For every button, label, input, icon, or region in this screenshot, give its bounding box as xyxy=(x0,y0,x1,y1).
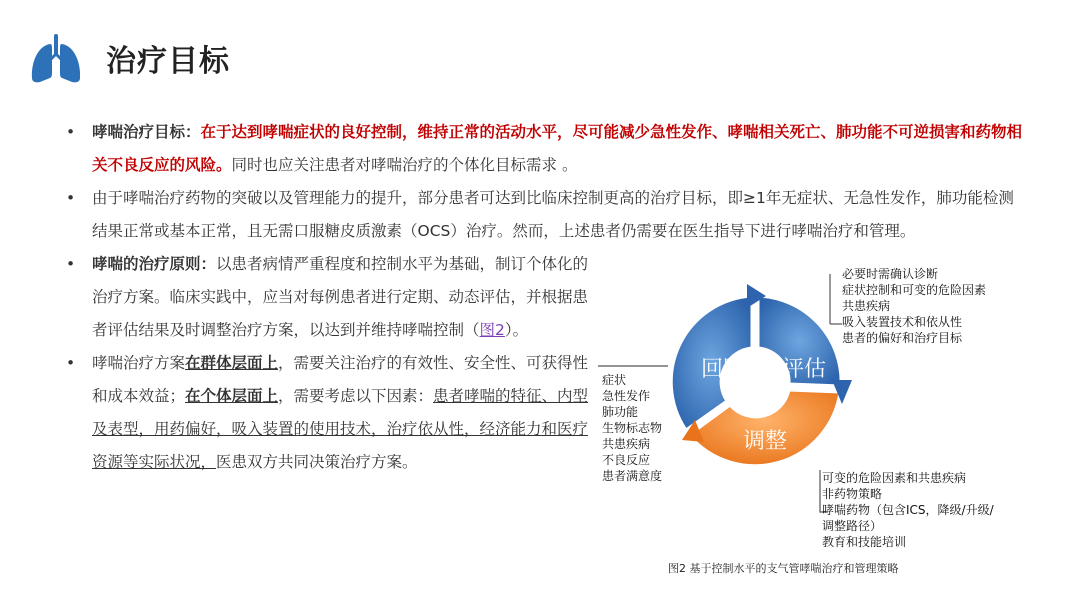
bullet-dot: • xyxy=(66,189,76,207)
goal-red-text: 在于达到哮喘症状的良好控制，维持正常的活动水平，尽可能减少急性发作、哮喘相关死亡、肺功能不可逆损害和药物相关不良反应的风险。 xyxy=(92,123,1023,174)
bullet-dot: • xyxy=(66,123,76,141)
lungs-icon xyxy=(28,32,84,84)
bullet-treatment-goal xyxy=(66,116,1026,182)
plan-text-3: ，需要关注治疗的有效性、安全性、可获得性和成本效益； xyxy=(92,354,589,405)
principle-end: ）。 xyxy=(504,321,529,339)
goal-rest-text: 同时也应关注患者对哮喘治疗的个体化目标需求 。 xyxy=(231,156,578,174)
plan-text-5: ，需要考虑以下因素： xyxy=(278,387,434,405)
figure-2-link[interactable]: 图2 xyxy=(479,321,505,339)
bullet-treatment-plan xyxy=(66,347,592,479)
page-header xyxy=(28,30,230,86)
bullet-dot: • xyxy=(66,255,76,273)
plan-individual-level: 在个体层面上 xyxy=(185,387,279,405)
bullet-higher-goal xyxy=(66,182,1026,248)
bullet-dot: • xyxy=(66,354,76,372)
figure-2 xyxy=(590,262,1060,582)
annotation-review: 症状 急性发作 肺功能 生物标志物 共患疾病 不良反应 患者满意度 xyxy=(602,373,663,483)
principle-label: 哮喘的治疗原则： xyxy=(92,255,217,273)
plan-factors: 患者哮喘的特征、内型及表型，用药偏好，吸入装置的使用技术，治疗依从性，经济能力和医疗资源等实际状况， xyxy=(92,387,589,471)
annotation-assess: 必要时需确认诊断 症状控制和可变的危险因素 共患疾病 吸入装置技术和依从性 患者的偏好和治疗目标 xyxy=(842,267,987,345)
bullet-principle xyxy=(66,248,592,347)
goal-label: 哮喘治疗目标： xyxy=(92,123,201,141)
label-adjust: 调整 xyxy=(742,429,788,454)
figure-caption: 图2 基于控制水平的支气管哮喘治疗和管理策略 xyxy=(668,562,899,575)
higher-goal-text: 由于哮喘治疗药物的突破以及管理能力的提升，部分患者可达到比临床控制更高的治疗目标，即≥1年无症状、无急性发作，肺功能检测结果正常或基本正常，且无需口服糖皮质激素（OCS）治疗。然而，上述患者仍需要在医生指导下进行哮喘治疗和管理。 xyxy=(92,189,1014,240)
principle-text: 以患者病情严重程度和控制水平为基础，制订个体化的治疗方案。临床实践中，应当对每例患者进行定期、动态评估，并根据患者评估结果及时调整治疗方案，以达到并维持哮喘控制（ xyxy=(92,255,589,339)
plan-group-level: 在群体层面上 xyxy=(185,354,279,372)
plan-text-1: 哮喘治疗方案 xyxy=(92,354,186,372)
annotation-adjust: 可变的危险因素和共患疾病 非药物策略 哮喘药物（包含ICS，降级/升级/ 调整路径） 教育和技能培训 xyxy=(822,471,994,549)
page-title: 治疗目标 xyxy=(106,44,230,79)
label-assess: 评估 xyxy=(781,357,827,382)
label-review: 回顾 xyxy=(700,357,746,382)
plan-text-7: 医患双方共同决策治疗方案。 xyxy=(216,453,418,471)
